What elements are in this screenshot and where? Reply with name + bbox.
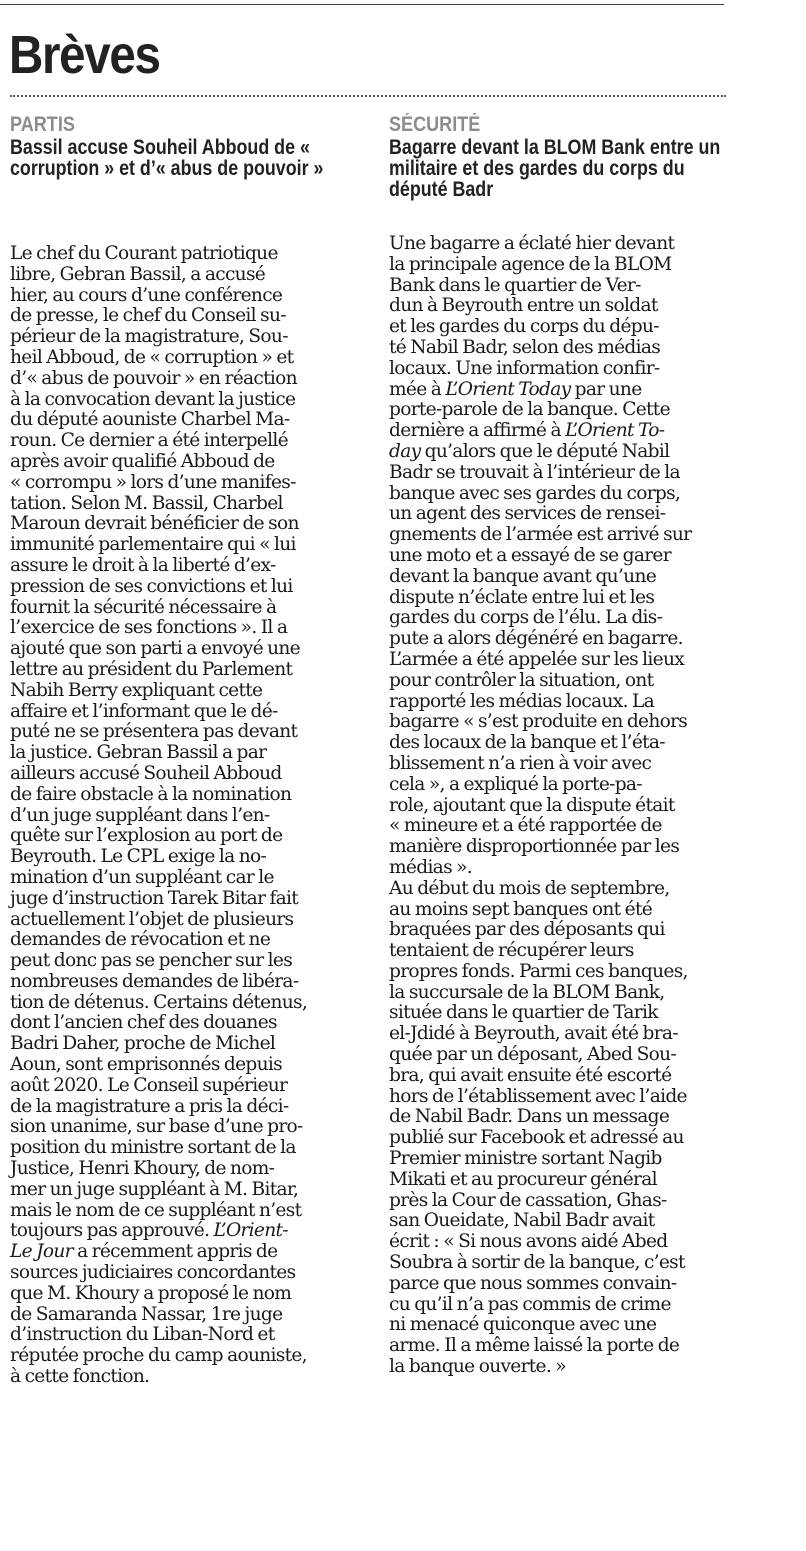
body-line: gnements de l’armée est arrivé sur — [389, 524, 692, 546]
body-line: dispute n’éclate entre lui et les — [389, 586, 655, 608]
body-line: Nabih Berry expliquant cette — [10, 679, 263, 701]
body-line: écrit : « Si nous avons aidé Abed — [389, 1231, 668, 1253]
body-line: d’« abus de pouvoir » en réaction — [10, 367, 297, 389]
article-right — [389, 114, 734, 1378]
body-line: actuellement l’objet de plusieurs — [10, 908, 294, 930]
article-headline: Bagarre devant la BLOM Bank entre un militaire et des gardes du corps du député Badr — [389, 136, 721, 201]
section-label: SÉCURITÉ — [389, 113, 481, 136]
body-line: la principale agence de la BLOM — [389, 253, 672, 275]
body-line: la succursale de la BLOM Bank, — [389, 981, 665, 1003]
body-line: périeur de la magistrature, Sou- — [10, 326, 288, 348]
body-text-run: dernière a affirmé à — [389, 420, 561, 442]
body-line: té Nabil Badr, selon des médias — [389, 336, 661, 358]
headline-wrap — [389, 137, 734, 234]
body-line: à cette fonction. — [10, 1366, 150, 1388]
body-line: de Samaranda Nassar, 1re juge — [10, 1303, 283, 1325]
body-line: Badr se trouvait à l’intérieur de la — [389, 461, 680, 483]
body-line: Le chef du Courant patriotique — [10, 243, 278, 264]
body-line: manière disproportionnée par les — [389, 836, 680, 858]
body-line: role, ajoutant que la dispute était — [389, 794, 675, 816]
body-line: ni menacé quiconque avec une — [389, 1314, 657, 1336]
headline-wrap — [10, 137, 370, 244]
body-line: demandes de révocation et ne — [10, 929, 271, 951]
body-line: lettre au président du Parlement — [10, 658, 293, 680]
body-line: pour contrôler la situation, ont — [389, 669, 654, 691]
body-line: Badri Daher, proche de Michel — [10, 1033, 276, 1055]
body-line: un agent des services de rensei- — [389, 503, 666, 525]
body-line: dont l’ancien chef des douanes — [10, 1012, 277, 1034]
body-line: gardes du corps de l’élu. La dis- — [389, 607, 663, 629]
body-line: du député aouniste Charbel Ma- — [10, 409, 290, 431]
body-line: quée par un déposant, Abed Sou- — [389, 1044, 676, 1066]
body-line: braquées par des déposants qui — [389, 919, 665, 941]
body-line: cu qu’il n’a pas commis de crime — [389, 1293, 671, 1315]
body-line: fournit la sécurité nécessaire à — [10, 596, 277, 618]
body-line: affaire et l’informant que le dé- — [10, 700, 278, 722]
body-line: l’exercice de ses fonctions ». Il a — [10, 617, 288, 639]
body-line: mer un juge suppléant à M. Bitar, — [10, 1178, 299, 1200]
body-line: bagarre « s’est produite en dehors — [389, 711, 688, 733]
body-line: porte-parole de la banque. Cette — [389, 399, 670, 421]
body-line: Beyrouth. Le CPL exige la no- — [10, 846, 267, 868]
body-line — [389, 442, 734, 463]
body-line: « mineure et a été rapportée de — [389, 815, 662, 837]
body-line: puté ne se présentera pas devant — [10, 721, 298, 743]
body-line: rapporté les médias locaux. La — [389, 690, 655, 712]
article-body — [10, 244, 370, 1388]
publication-name: Le Jour — [10, 1241, 73, 1263]
publication-name: L’Orient Today — [445, 378, 571, 400]
body-line: hors de l’établissement avec l’aide — [389, 1085, 687, 1107]
body-line: Maroun devrait bénéficier de son — [10, 513, 299, 535]
body-line: Premier ministre sortant Nagib — [389, 1148, 662, 1170]
body-line: réputée proche du camp aouniste, — [10, 1345, 307, 1367]
body-line: quête sur l’explosion au port de — [10, 825, 283, 847]
body-line: juge d’instruction Tarek Bitar fait — [10, 887, 299, 909]
publication-name: day — [389, 440, 421, 462]
body-line: d’instruction du Liban-Nord et — [10, 1324, 275, 1346]
body-text-run: toujours pas approuvé. — [10, 1220, 210, 1242]
body-line: assure le droit à la liberté d’ex- — [10, 554, 276, 576]
body-line: mais le nom de ce suppléant n’est — [10, 1199, 302, 1221]
body-line: des locaux de la banque et l’éta- — [389, 732, 665, 754]
publication-name: L’Orient To- — [565, 420, 665, 442]
body-text-run: qu’alors que le député Nabil — [420, 440, 670, 462]
body-line: el-Jdidé à Beyrouth, avait été bra- — [389, 1023, 678, 1045]
body-line: hier, au cours d’une conférence — [10, 284, 283, 306]
body-line: roun. Ce dernier a été interpellé — [10, 430, 288, 452]
body-line: immunité parlementaire qui « lui — [10, 534, 296, 556]
article-headline: Bassil accuse Souheil Abboud de « corruption » et d’« abus de pouvoir » — [10, 136, 324, 180]
body-line: tentaient de récupérer leurs — [389, 940, 634, 962]
top-rule — [0, 4, 724, 5]
body-line: libre, Gebran Bassil, a accusé — [10, 263, 266, 285]
body-line: publié sur Facebook et adressé au — [389, 1127, 684, 1149]
body-line: au moins sept banques ont été — [389, 898, 653, 920]
body-line: parce que nous sommes convain- — [389, 1272, 677, 1294]
body-line: Bank dans le quartier de Ver- — [389, 274, 641, 296]
body-line: mination d’un suppléant car le — [10, 866, 274, 888]
article-body — [389, 234, 734, 1378]
body-line: bra, qui avait ensuite été escorté — [389, 1064, 672, 1086]
body-line: près la Cour de cassation, Ghas- — [389, 1189, 667, 1211]
body-line: Soubra à sortir de la banque, c’est — [389, 1252, 685, 1274]
body-line: et les gardes du corps du dépu- — [389, 316, 659, 338]
body-text-run: a récemment appris de — [72, 1241, 278, 1263]
body-line: une moto et a essayé de se garer — [389, 544, 671, 566]
body-line: Aoun, sont emprisonnés depuis — [10, 1054, 282, 1076]
body-line: pute a alors dégénéré en bagarre. — [389, 628, 683, 650]
body-line: de faire obstacle à la nomination — [10, 783, 292, 805]
section-label: PARTIS — [10, 113, 75, 136]
body-line — [389, 380, 734, 401]
body-line: dun à Beyrouth entre un soldat — [389, 295, 658, 317]
body-line — [10, 1221, 370, 1242]
body-line: de presse, le chef du Conseil su- — [10, 305, 286, 327]
body-line: peut donc pas se pencher sur les — [10, 950, 293, 972]
body-line: banque avec ses gardes du corps, — [389, 482, 681, 504]
body-line: san Oueidate, Nabil Badr avait — [389, 1210, 655, 1232]
dotted-separator — [10, 95, 726, 97]
body-line: propres fonds. Parmi ces banques, — [389, 960, 688, 982]
body-line: Justice, Henri Khoury, de nom- — [10, 1158, 275, 1180]
publication-name: L’Orient- — [213, 1220, 288, 1242]
body-line: médias ». — [389, 856, 473, 878]
body-line: ailleurs accusé Souheil Abboud — [10, 762, 282, 784]
body-line: la banque ouverte. » — [389, 1356, 566, 1378]
body-line: que M. Khoury a proposé le nom — [10, 1282, 292, 1304]
article-left — [10, 114, 370, 1388]
body-line: sources judiciaires concordantes — [10, 1262, 296, 1284]
body-line: d’un juge suppléant dans l’en- — [10, 804, 270, 826]
body-line: L’armée a été appelée sur les lieux — [389, 648, 685, 670]
body-line: tation. Selon M. Bassil, Charbel — [10, 492, 283, 514]
body-line: août 2020. Le Conseil supérieur — [10, 1074, 288, 1096]
body-line: nombreuses demandes de libéra- — [10, 970, 299, 992]
body-line: sion unanime, sur base d’une pro- — [10, 1116, 303, 1138]
body-line: tion de détenus. Certains détenus, — [10, 991, 308, 1013]
page-title: Brèves — [9, 25, 160, 85]
body-line: située dans le quartier de Tarik — [389, 1002, 658, 1024]
body-line: arme. Il a même laissé la porte de — [389, 1335, 680, 1357]
body-line: « corrompu » lors d’une manifes- — [10, 471, 296, 493]
body-line: position du ministre sortant de la — [10, 1137, 296, 1159]
body-line — [389, 421, 734, 442]
body-text-run: par une — [570, 378, 642, 400]
body-line: à la convocation devant la justice — [10, 388, 296, 410]
body-line: cela », a expliqué la porte-pa- — [389, 773, 642, 795]
body-line: Une bagarre a éclaté hier devant — [389, 233, 675, 254]
body-line: devant la banque avant qu’une — [389, 565, 657, 587]
body-line: blissement n’a rien à voir avec — [389, 752, 652, 774]
body-line: après avoir qualifié Abboud de — [10, 450, 275, 472]
body-line: locaux. Une information confir- — [389, 357, 660, 379]
body-text-run: mée à — [389, 378, 442, 400]
body-line: pression de ses convictions et lui — [10, 575, 293, 597]
body-line: de Nabil Badr. Dans un message — [389, 1106, 670, 1128]
body-line: de la magistrature a pris la déci- — [10, 1095, 289, 1117]
body-line: Au début du mois de septembre, — [389, 877, 670, 899]
body-line: ajouté que son parti a envoyé une — [10, 638, 300, 660]
body-line: heil Abboud, de « corruption » et — [10, 346, 294, 368]
body-line: Mikati et au procureur général — [389, 1168, 657, 1190]
body-line — [10, 1242, 370, 1263]
body-line: la justice. Gebran Bassil a par — [10, 742, 267, 764]
